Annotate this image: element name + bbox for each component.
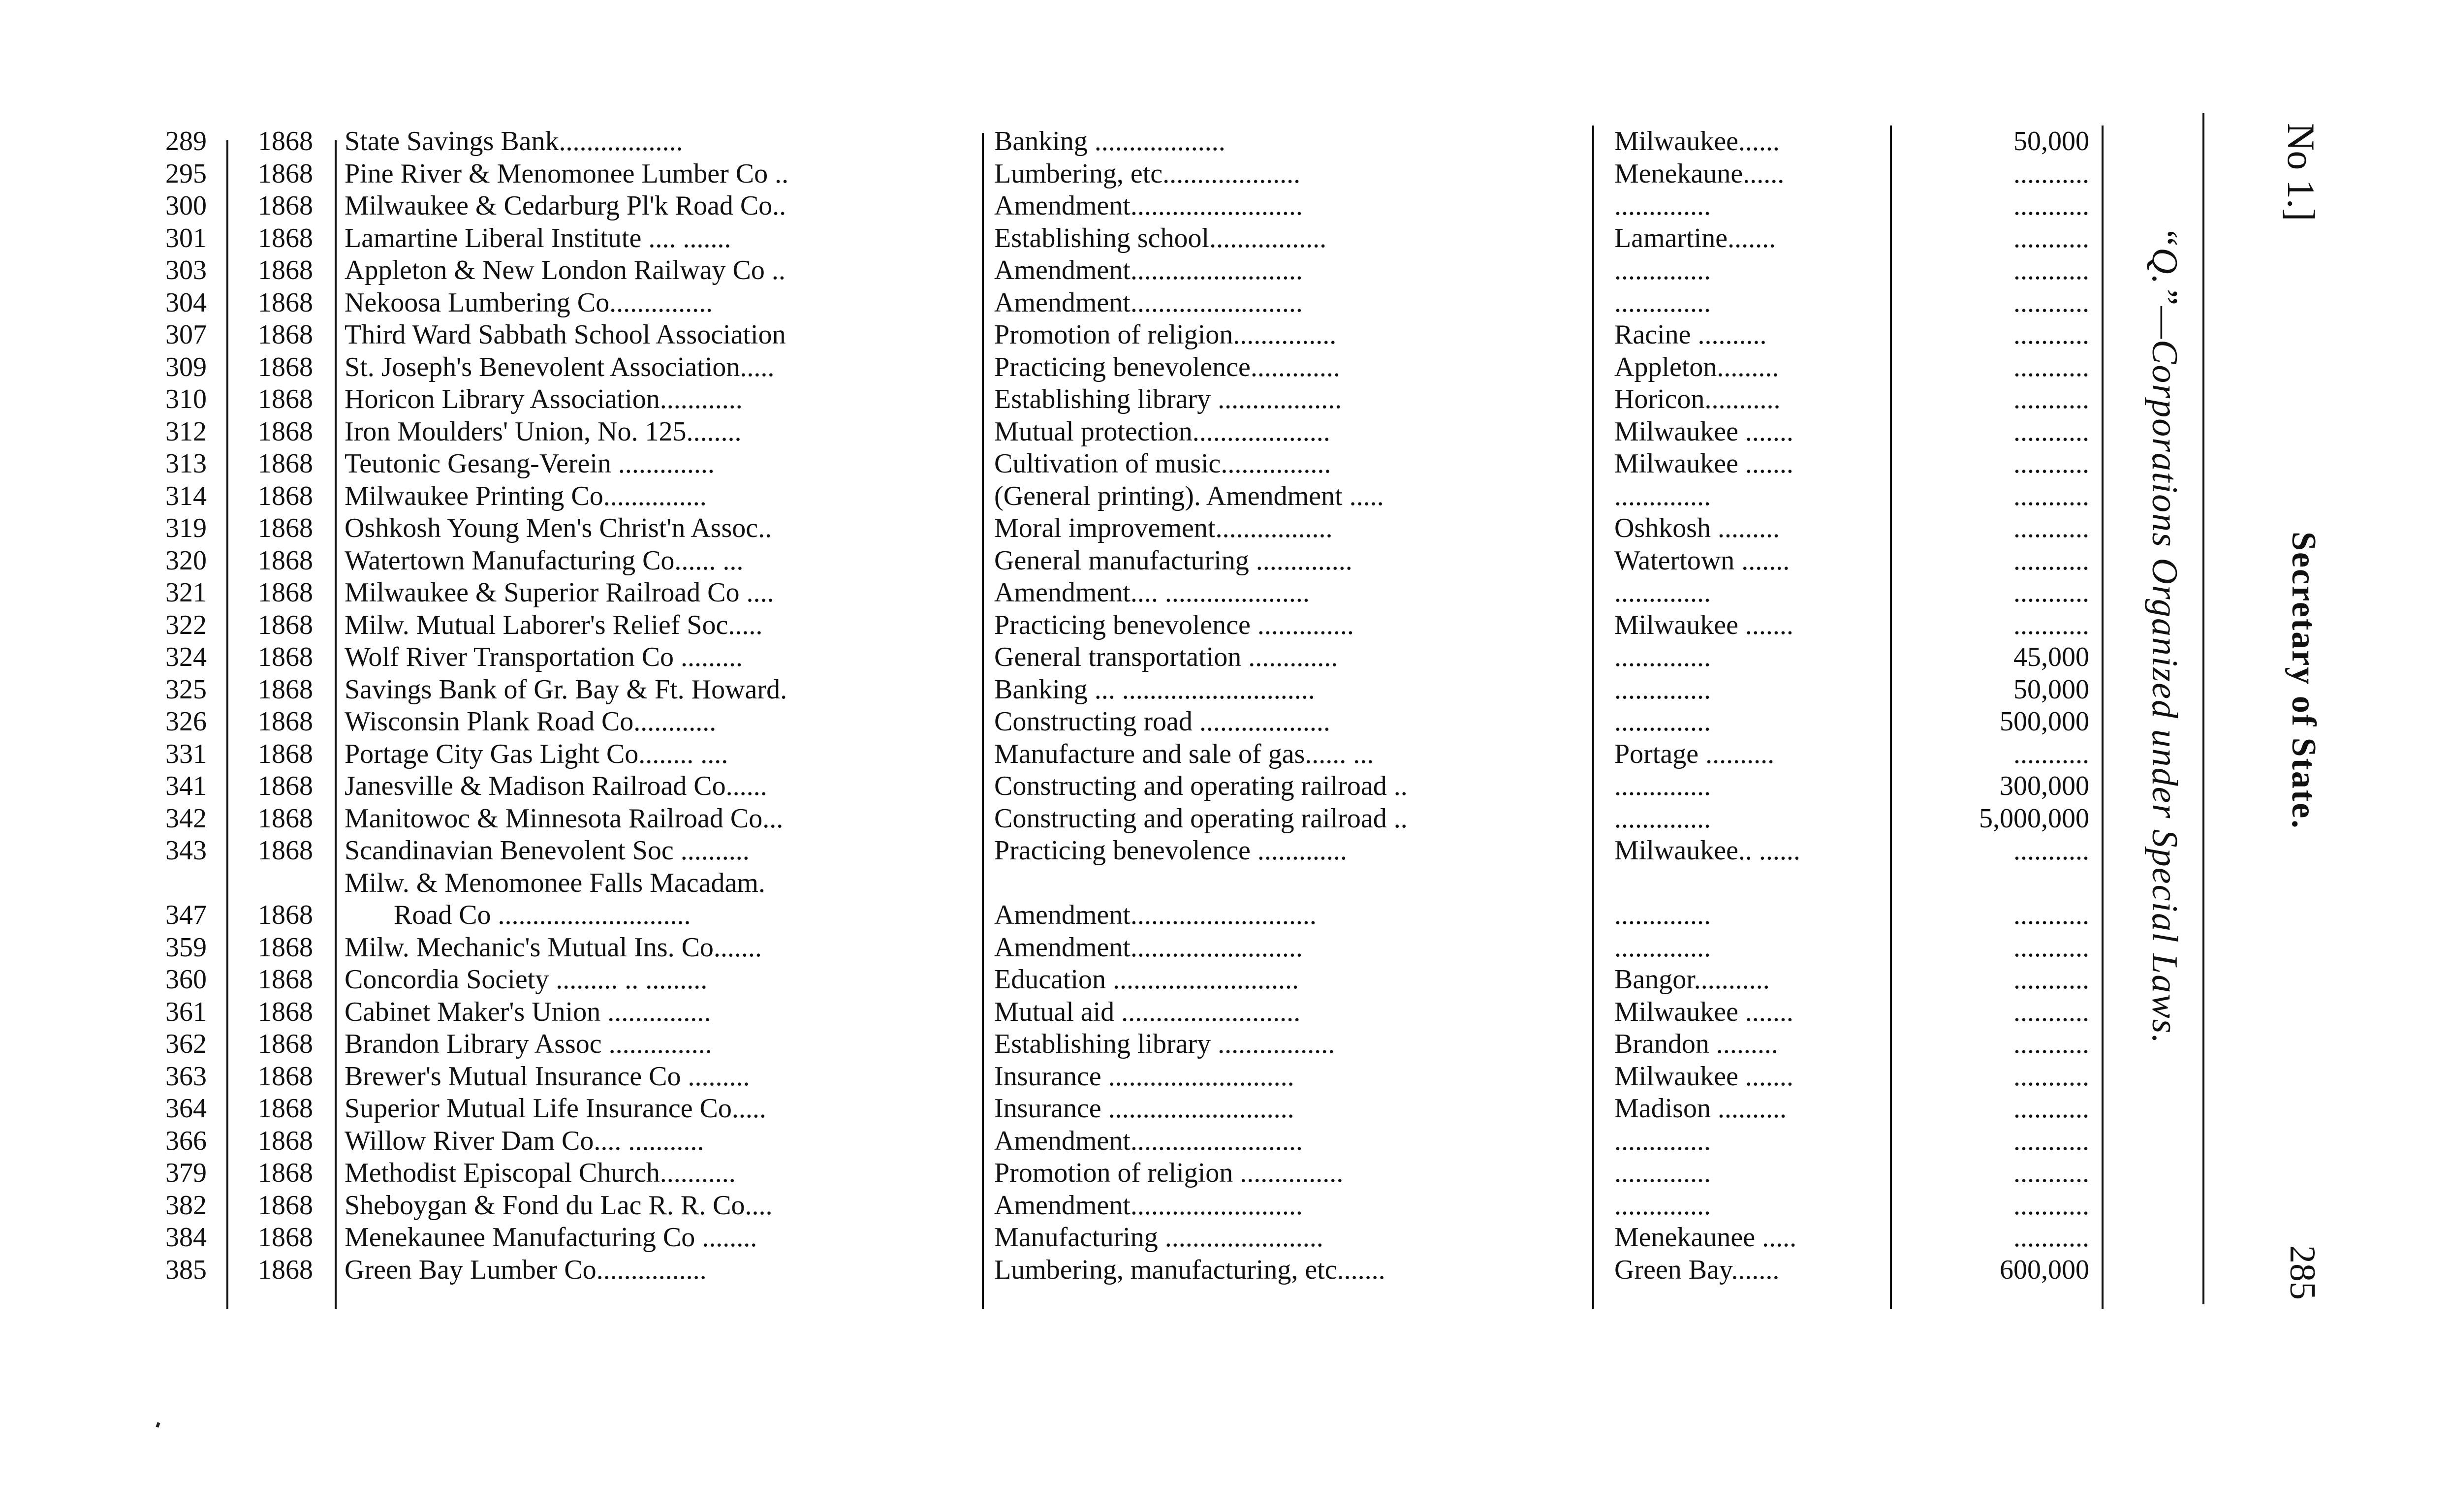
entry-year: 1868 xyxy=(258,513,313,543)
entry-number: 382 xyxy=(165,1190,207,1221)
corporation-capital: ........... xyxy=(2013,448,2089,479)
corporation-purpose: Practicing benevolence............. xyxy=(994,351,1340,382)
corporation-capital: ........... xyxy=(2013,545,2089,576)
table-row xyxy=(138,254,2097,287)
entry-year: 1868 xyxy=(258,1125,313,1156)
entry-year: 1868 xyxy=(258,642,313,672)
corporation-capital: ........... xyxy=(2013,1093,2089,1124)
entry-year: 1868 xyxy=(258,1222,313,1253)
rule-after-capital xyxy=(2102,126,2104,1309)
table-row xyxy=(138,126,2097,158)
entry-number: 309 xyxy=(165,351,207,382)
corporation-name: Willow River Dam Co.... ........... xyxy=(345,1125,704,1156)
corporation-capital: ........... xyxy=(2013,158,2089,189)
entry-year: 1868 xyxy=(258,222,313,253)
corporation-capital: ........... xyxy=(2013,1158,2089,1188)
table-row xyxy=(138,641,2097,674)
corporation-capital: ........... xyxy=(2013,384,2089,414)
entry-number: 384 xyxy=(165,1222,207,1253)
corporation-location: Milwaukee ....... xyxy=(1614,996,1793,1027)
corporation-purpose: Amendment.... ..................... xyxy=(994,577,1310,608)
corporation-purpose: Establishing library .................. xyxy=(994,384,1342,414)
entry-year: 1868 xyxy=(258,738,313,769)
entry-number: 307 xyxy=(165,319,207,350)
entry-number: 320 xyxy=(165,545,207,576)
entry-year: 1868 xyxy=(258,964,313,995)
corporation-purpose: Manufacture and sale of gas...... ... xyxy=(994,738,1374,769)
corporation-name: Superior Mutual Life Insurance Co..... xyxy=(345,1093,766,1124)
entry-number: 300 xyxy=(165,190,207,221)
corporation-location: .............. xyxy=(1614,932,1711,963)
corporation-purpose: Education ........................... xyxy=(994,964,1299,995)
corporation-location: Milwaukee ....... xyxy=(1614,416,1793,447)
entry-year: 1868 xyxy=(258,351,313,382)
corporation-purpose: Constructing and operating railroad .. xyxy=(994,803,1408,834)
corporation-location: Watertown ....... xyxy=(1614,545,1790,576)
margin-rule xyxy=(2202,113,2204,1304)
corporation-name: Wisconsin Plank Road Co............ xyxy=(345,706,717,737)
corporation-name: Iron Moulders' Union, No. 125........ xyxy=(345,416,742,447)
entry-number: 362 xyxy=(165,1029,207,1059)
entry-number: 360 xyxy=(165,964,207,995)
corporation-name: Scandinavian Benevolent Soc .......... xyxy=(345,835,750,866)
table-row xyxy=(138,835,2097,867)
corporation-capital: 45,000 xyxy=(2013,642,2089,672)
corporation-name: St. Joseph's Benevolent Association..... xyxy=(345,351,775,382)
corporation-name: Portage City Gas Light Co........ .... xyxy=(345,738,728,769)
table-row xyxy=(138,609,2097,642)
table-row xyxy=(138,996,2097,1029)
entry-number: 313 xyxy=(165,448,207,479)
entry-year: 1868 xyxy=(258,190,313,221)
corporation-name: Third Ward Sabbath School Association xyxy=(345,319,786,350)
entry-year: 1868 xyxy=(258,1158,313,1188)
entry-year: 1868 xyxy=(258,706,313,737)
entry-number: 310 xyxy=(165,384,207,414)
corporation-location: .............. xyxy=(1614,480,1711,511)
page-number: 285 xyxy=(2282,1245,2323,1300)
corporation-location: .............. xyxy=(1614,642,1711,672)
entry-year: 1868 xyxy=(258,255,313,285)
corporation-purpose: Amendment......................... xyxy=(994,932,1303,963)
corporation-purpose: Moral improvement................. xyxy=(994,513,1333,543)
corporation-location: Menekaunee ..... xyxy=(1614,1222,1797,1253)
corporation-purpose: Practicing benevolence .............. xyxy=(994,609,1354,640)
corporation-location: Madison .......... xyxy=(1614,1093,1787,1124)
corporation-purpose: Promotion of religion............... xyxy=(994,319,1337,350)
table-row xyxy=(138,448,2097,480)
stray-mark xyxy=(156,1422,160,1427)
corporation-purpose: Amendment........................... xyxy=(994,900,1317,930)
corporation-location: Horicon........... xyxy=(1614,384,1781,414)
table-row xyxy=(138,674,2097,706)
entry-year: 1868 xyxy=(258,771,313,801)
entry-year: 1868 xyxy=(258,448,313,479)
corporation-location: .............. xyxy=(1614,1125,1711,1156)
table-row xyxy=(138,1254,2097,1287)
corporation-name: Milw. Mechanic's Mutual Ins. Co....... xyxy=(345,932,762,963)
corporation-name: Brewer's Mutual Insurance Co ......... xyxy=(345,1061,750,1092)
entry-number: 304 xyxy=(165,287,207,318)
corporation-name-line2: Road Co ............................ xyxy=(394,900,691,930)
corporation-purpose: Establishing school................. xyxy=(994,222,1327,253)
entry-number: 341 xyxy=(165,771,207,801)
entry-year: 1868 xyxy=(258,480,313,511)
corporation-purpose: Mutual protection.................... xyxy=(994,416,1330,447)
corporation-capital: ........... xyxy=(2013,351,2089,382)
running-head: Secretary of State. xyxy=(2285,532,2323,830)
entry-year: 1868 xyxy=(258,1254,313,1285)
corporation-capital: ........... xyxy=(2013,1222,2089,1253)
corporation-capital: ........... xyxy=(2013,222,2089,253)
corporation-name: Savings Bank of Gr. Bay & Ft. Howard. xyxy=(345,674,787,705)
corporation-purpose: Amendment......................... xyxy=(994,190,1303,221)
rule-after-purpose xyxy=(1592,126,1594,1309)
corporation-purpose: Banking ................... xyxy=(994,126,1226,157)
corporation-location: Milwaukee ....... xyxy=(1614,1061,1793,1092)
corporation-purpose: Constructing road ................... xyxy=(994,706,1330,737)
entry-year: 1868 xyxy=(258,1190,313,1221)
corporation-capital: ........... xyxy=(2013,255,2089,285)
corporation-name: Milwaukee & Cedarburg Pl'k Road Co.. xyxy=(345,190,786,221)
corporation-location: Bangor........... xyxy=(1614,964,1770,995)
entry-year: 1868 xyxy=(258,1029,313,1059)
table-row xyxy=(138,351,2097,384)
table-row xyxy=(138,480,2097,513)
entry-year: 1868 xyxy=(258,384,313,414)
corporation-location: Milwaukee...... xyxy=(1614,126,1780,157)
table-row xyxy=(138,287,2097,319)
rule-after-number xyxy=(226,140,228,1309)
entry-year: 1868 xyxy=(258,416,313,447)
entry-number: 331 xyxy=(165,738,207,769)
corporation-name-line1: Milw. & Menomonee Falls Macadam. xyxy=(345,867,765,898)
table-row xyxy=(138,158,2097,190)
table-row xyxy=(138,1061,2097,1093)
table-row xyxy=(138,738,2097,771)
entry-number: 342 xyxy=(165,803,207,834)
corporation-capital: ........... xyxy=(2013,319,2089,350)
entry-number: 319 xyxy=(165,513,207,543)
table-row xyxy=(138,770,2097,803)
document-number: No 1.] xyxy=(2280,123,2323,221)
corporation-name: Milwaukee & Superior Railroad Co .... xyxy=(345,577,774,608)
corporation-capital: ........... xyxy=(2013,287,2089,318)
entry-number: 312 xyxy=(165,416,207,447)
corporation-purpose: General manufacturing .............. xyxy=(994,545,1352,576)
corporation-location: Oshkosh ......... xyxy=(1614,513,1780,543)
entry-number: 303 xyxy=(165,255,207,285)
corporation-name: Green Bay Lumber Co................ xyxy=(345,1254,707,1285)
corporation-name: Menekaunee Manufacturing Co ........ xyxy=(345,1222,757,1253)
corporation-purpose: Manufacturing ....................... xyxy=(994,1222,1323,1253)
corporation-purpose: Practicing benevolence ............. xyxy=(994,835,1347,866)
table-row xyxy=(138,803,2097,835)
corporation-name: Brandon Library Assoc ............... xyxy=(345,1029,712,1059)
table-row xyxy=(138,512,2097,545)
entry-number: 322 xyxy=(165,609,207,640)
corporation-capital: 50,000 xyxy=(2013,126,2089,157)
corporation-name: Horicon Library Association............ xyxy=(345,384,743,414)
table-row xyxy=(138,1125,2097,1158)
corporation-name: Manitowoc & Minnesota Railroad Co... xyxy=(345,803,784,834)
corporation-name: Sheboygan & Fond du Lac R. R. Co.... xyxy=(345,1190,773,1221)
corporation-location: Brandon ......... xyxy=(1614,1029,1778,1059)
table-row xyxy=(138,383,2097,416)
corporation-location: .............. xyxy=(1614,577,1711,608)
corporation-capital: 5,000,000 xyxy=(1979,803,2089,834)
entry-number: 366 xyxy=(165,1125,207,1156)
corporation-capital: ........... xyxy=(2013,835,2089,866)
corporation-location: Milwaukee ....... xyxy=(1614,448,1793,479)
table-row xyxy=(138,1093,2097,1125)
corporation-capital: ........... xyxy=(2013,609,2089,640)
corporation-name: Milwaukee Printing Co............... xyxy=(345,480,707,511)
corporation-name: Pine River & Menomonee Lumber Co .. xyxy=(345,158,789,189)
corporation-purpose: Mutual aid .......................... xyxy=(994,996,1301,1027)
corporation-location: .............. xyxy=(1614,287,1711,318)
corporation-location: .............. xyxy=(1614,771,1711,801)
corporation-capital: ........... xyxy=(2013,738,2089,769)
corporation-location: Milwaukee.. ...... xyxy=(1614,835,1800,866)
entry-number: 325 xyxy=(165,674,207,705)
rule-after-location xyxy=(1890,126,1892,1309)
corporation-name: Concordia Society ......... .. ......... xyxy=(345,964,708,995)
corporation-purpose: Amendment......................... xyxy=(994,1125,1303,1156)
corporation-name: Nekoosa Lumbering Co............... xyxy=(345,287,713,318)
entry-number: 343 xyxy=(165,835,207,866)
entry-number: 314 xyxy=(165,480,207,511)
corporation-purpose: Insurance ........................... xyxy=(994,1093,1294,1124)
corporation-capital: ........... xyxy=(2013,996,2089,1027)
corporation-purpose: Cultivation of music................ xyxy=(994,448,1331,479)
entry-year: 1868 xyxy=(258,126,313,157)
entry-number: 363 xyxy=(165,1061,207,1092)
corporation-location: .............. xyxy=(1614,1190,1711,1221)
corporation-location: .............. xyxy=(1614,1158,1711,1188)
corporation-capital: ........... xyxy=(2013,480,2089,511)
corporation-purpose: Insurance ........................... xyxy=(994,1061,1294,1092)
corporation-capital: ........... xyxy=(2013,1061,2089,1092)
entry-year: 1868 xyxy=(258,158,313,189)
table-row xyxy=(138,706,2097,738)
corporation-name: Appleton & New London Railway Co .. xyxy=(345,255,786,285)
corporation-name: Watertown Manufacturing Co...... ... xyxy=(345,545,744,576)
corporation-capital: 600,000 xyxy=(2000,1254,2089,1285)
entry-number: 361 xyxy=(165,996,207,1027)
table-row xyxy=(138,964,2097,996)
entry-year: 1868 xyxy=(258,319,313,350)
entry-year: 1868 xyxy=(258,835,313,866)
entry-number: 326 xyxy=(165,706,207,737)
corporation-purpose: Amendment......................... xyxy=(994,1190,1303,1221)
corporation-location: Lamartine....... xyxy=(1614,222,1776,253)
corporation-capital: ........... xyxy=(2013,1125,2089,1156)
entry-year: 1868 xyxy=(258,609,313,640)
entry-number: 324 xyxy=(165,642,207,672)
entry-year: 1868 xyxy=(258,1093,313,1124)
corporation-purpose: Constructing and operating railroad .. xyxy=(994,771,1408,801)
corporation-purpose: Lumbering, etc.................... xyxy=(994,158,1301,189)
corporation-purpose: Banking ... ............................ xyxy=(994,674,1315,705)
corporation-location: .............. xyxy=(1614,803,1711,834)
table-row xyxy=(138,1190,2097,1222)
corporation-purpose: (General printing). Amendment ..... xyxy=(994,480,1384,511)
corporation-name: Wolf River Transportation Co ......... xyxy=(345,642,743,672)
table-row xyxy=(138,932,2097,964)
table-row xyxy=(138,1157,2097,1190)
entry-number: 379 xyxy=(165,1158,207,1188)
table-row xyxy=(138,1222,2097,1254)
corporation-location: Green Bay....... xyxy=(1614,1254,1780,1285)
table-row xyxy=(138,416,2097,448)
entry-year: 1868 xyxy=(258,577,313,608)
corporation-name: Oshkosh Young Men's Christ'n Assoc.. xyxy=(345,513,772,543)
entry-year: 1868 xyxy=(258,287,313,318)
corporation-capital: ........... xyxy=(2013,190,2089,221)
section-title: “Q.”—Corporations Organized under Special Laws. xyxy=(2144,226,2185,1044)
entry-number: 295 xyxy=(165,158,207,189)
corporation-purpose: General transportation ............. xyxy=(994,642,1338,672)
entry-year: 1868 xyxy=(258,545,313,576)
entry-number: 301 xyxy=(165,222,207,253)
table-row xyxy=(138,319,2097,351)
entry-number: 385 xyxy=(165,1254,207,1285)
corporation-name: Cabinet Maker's Union ............... xyxy=(345,996,711,1027)
rule-after-year xyxy=(335,140,337,1309)
corporation-purpose: Amendment......................... xyxy=(994,255,1303,285)
corporation-capital: ........... xyxy=(2013,964,2089,995)
entry-number: 321 xyxy=(165,577,207,608)
entry-number: 347 xyxy=(165,900,207,930)
entry-year: 1868 xyxy=(258,1061,313,1092)
entry-year: 1868 xyxy=(258,996,313,1027)
entry-number: 364 xyxy=(165,1093,207,1124)
corporation-purpose: Establishing library ................. xyxy=(994,1029,1335,1059)
corporation-location: Menekaune...... xyxy=(1614,158,1785,189)
corporation-name: Teutonic Gesang-Verein .............. xyxy=(345,448,715,479)
entry-year: 1868 xyxy=(258,674,313,705)
entry-number: 359 xyxy=(165,932,207,963)
corporation-name: State Savings Bank.................. xyxy=(345,126,683,157)
table-row xyxy=(138,1028,2097,1061)
corporation-location: .............. xyxy=(1614,900,1711,930)
rule-after-name xyxy=(982,133,984,1309)
entry-year: 1868 xyxy=(258,900,313,930)
corporation-location: Portage .......... xyxy=(1614,738,1775,769)
corporation-location: Milwaukee ....... xyxy=(1614,609,1793,640)
corporation-location: .............. xyxy=(1614,674,1711,705)
table-row xyxy=(138,222,2097,255)
table-row xyxy=(138,190,2097,222)
corporation-purpose: Promotion of religion ............... xyxy=(994,1158,1344,1188)
table-row xyxy=(138,867,2097,932)
corporation-capital: ........... xyxy=(2013,1190,2089,1221)
table-row xyxy=(138,545,2097,577)
corporation-location: Racine .......... xyxy=(1614,319,1767,350)
corporation-capital: ........... xyxy=(2013,577,2089,608)
corporation-name: Milw. Mutual Laborer's Relief Soc..... xyxy=(345,609,763,640)
corporation-capital: 300,000 xyxy=(2000,771,2089,801)
corporation-location: Appleton......... xyxy=(1614,351,1779,382)
corporation-capital: ........... xyxy=(2013,932,2089,963)
corporations-table xyxy=(138,126,2097,1286)
corporation-location: .............. xyxy=(1614,706,1711,737)
corporation-name: Lamartine Liberal Institute .... ....... xyxy=(345,222,731,253)
corporation-name: Janesville & Madison Railroad Co...... xyxy=(345,771,767,801)
corporation-name: Methodist Episcopal Church........... xyxy=(345,1158,736,1188)
corporation-name xyxy=(345,867,1102,932)
corporation-location: .............. xyxy=(1614,190,1711,221)
corporation-capital: ........... xyxy=(2013,1029,2089,1059)
corporation-capital: ........... xyxy=(2013,900,2089,930)
entry-year: 1868 xyxy=(258,803,313,834)
corporation-capital: 500,000 xyxy=(2000,706,2089,737)
entry-number: 289 xyxy=(165,126,207,157)
table-row xyxy=(138,577,2097,609)
entry-year: 1868 xyxy=(258,932,313,963)
corporation-purpose: Lumbering, manufacturing, etc....... xyxy=(994,1254,1385,1285)
corporation-capital: ........... xyxy=(2013,416,2089,447)
corporation-capital: ........... xyxy=(2013,513,2089,543)
corporation-location: .............. xyxy=(1614,255,1711,285)
corporation-capital: 50,000 xyxy=(2013,674,2089,705)
corporation-purpose: Amendment......................... xyxy=(994,287,1303,318)
